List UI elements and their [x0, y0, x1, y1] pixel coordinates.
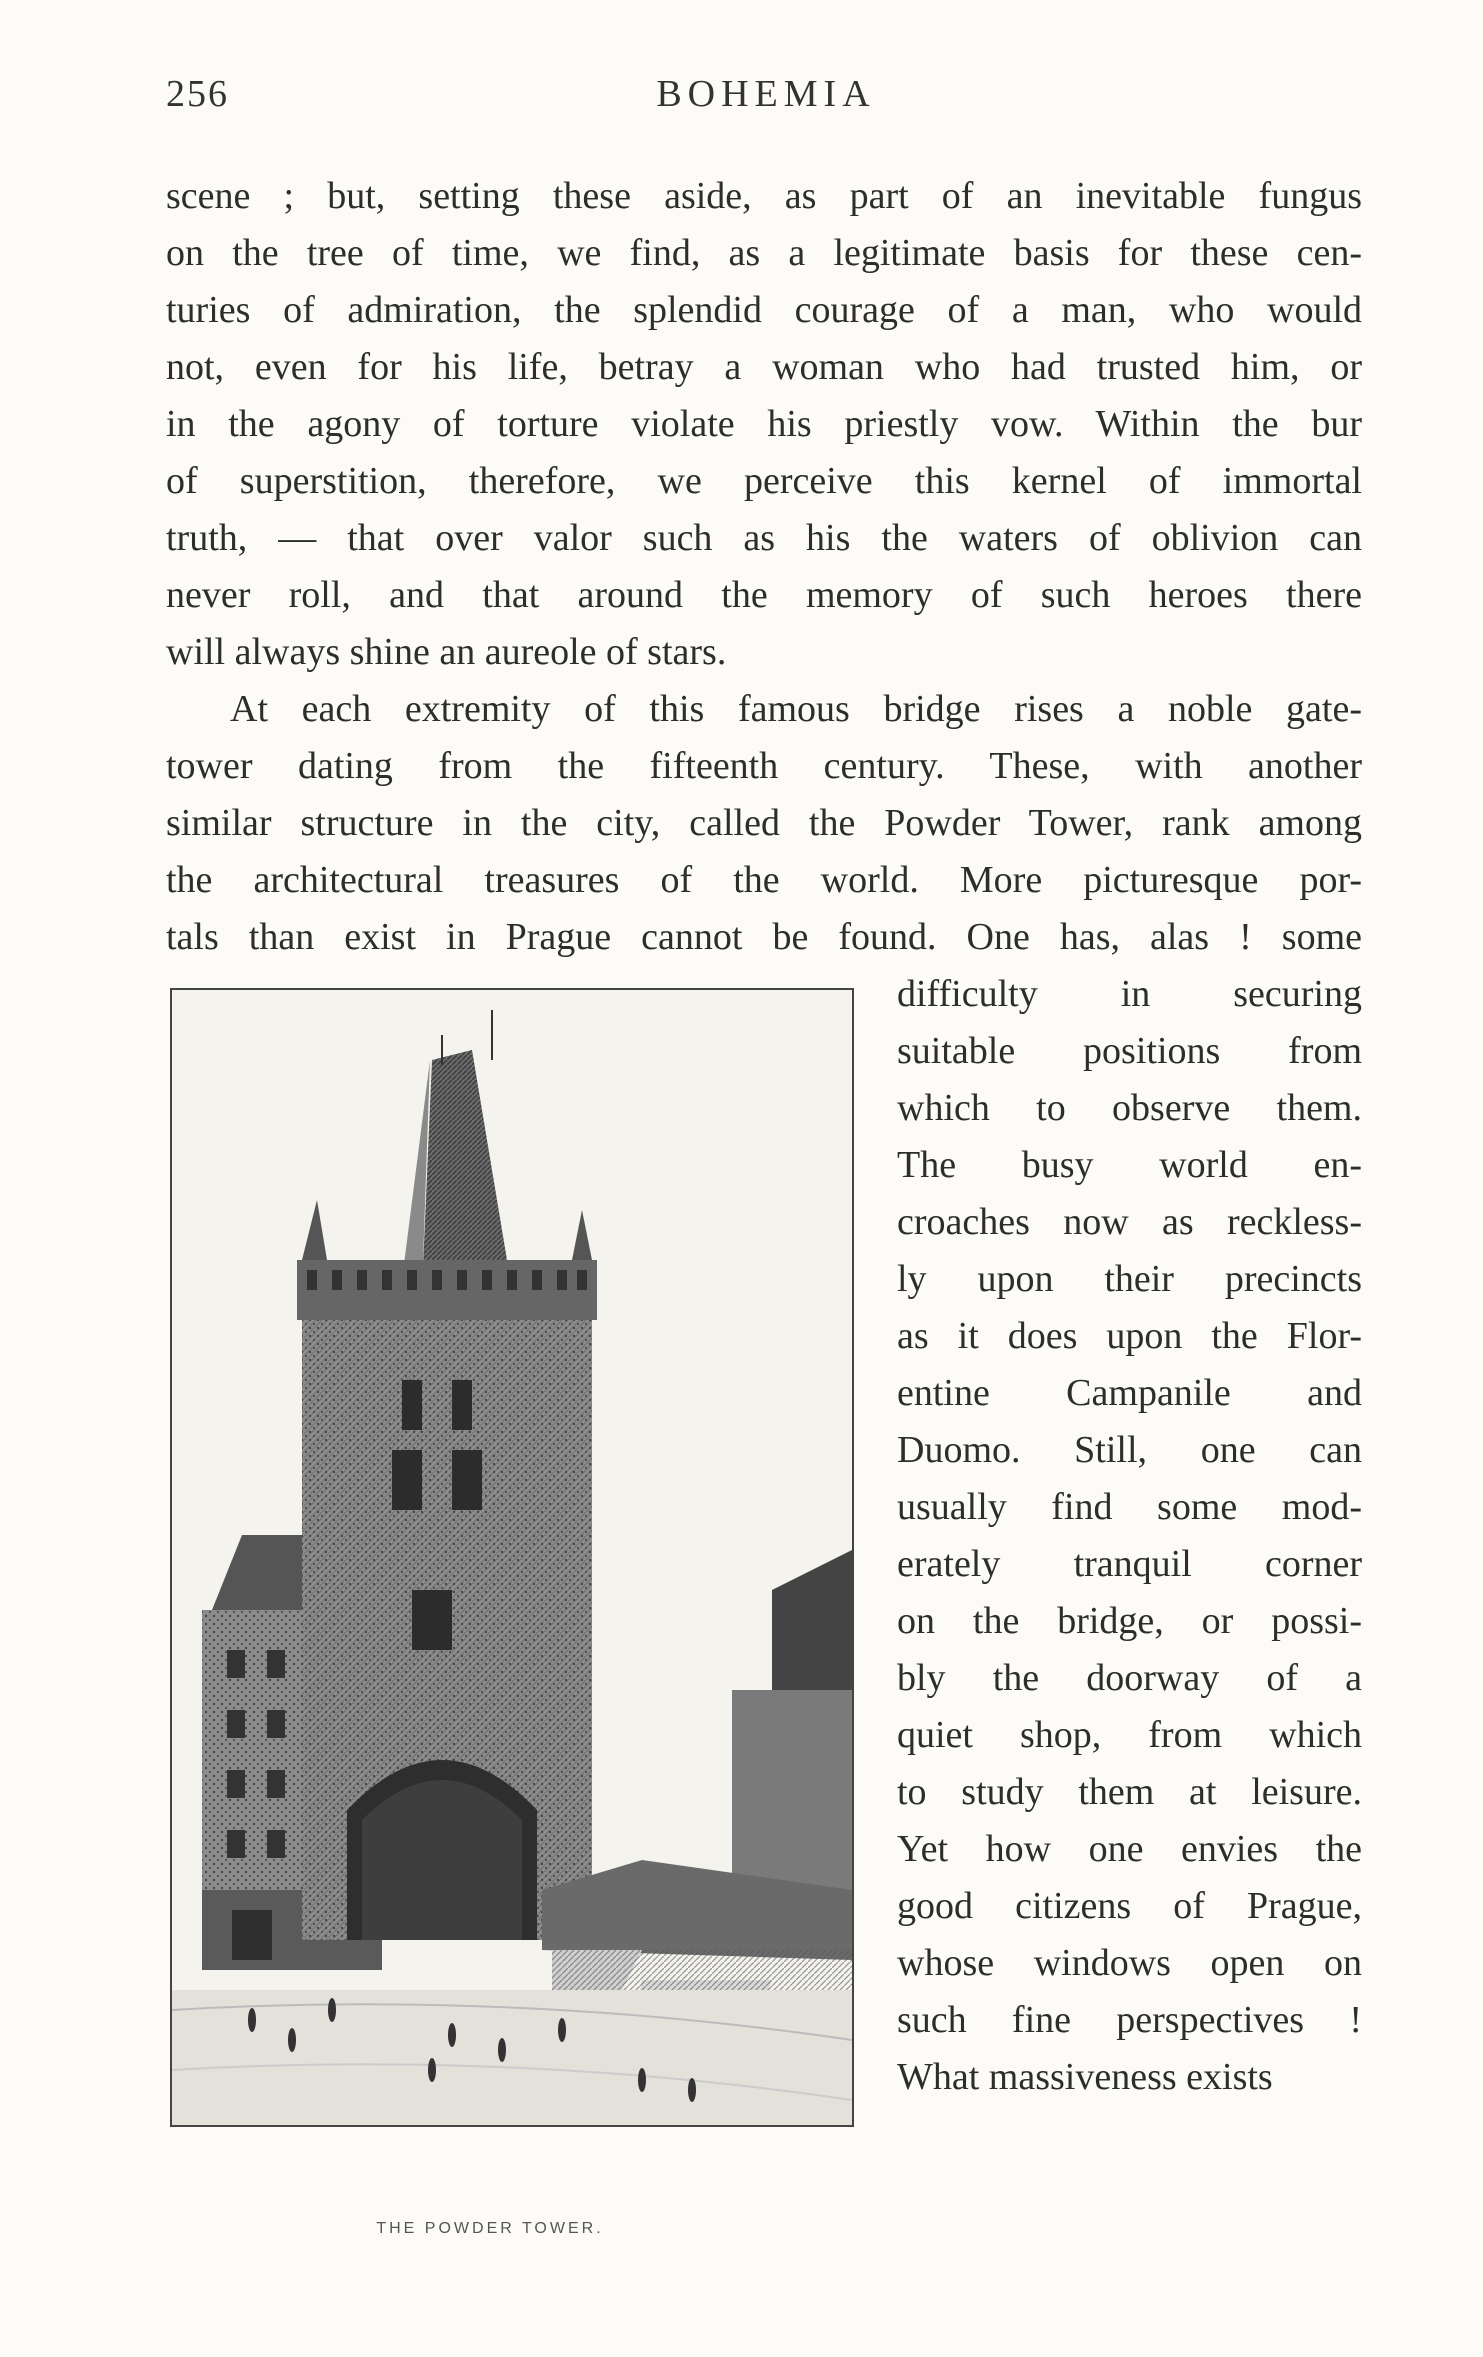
page-header	[166, 72, 1366, 132]
text-line: tals than exist in Prague cannot be found. One has, alas ! some	[166, 916, 1362, 958]
text-line: usually find some mod-	[897, 1486, 1362, 1528]
text-line: Duomo. Still, one can	[897, 1429, 1362, 1471]
text-line: which to observe them.	[897, 1087, 1362, 1129]
text-line: such fine perspectives !	[897, 1999, 1362, 2041]
text-line: will always shine an aureole of stars.	[166, 631, 727, 673]
text-line: entine Campanile and	[897, 1372, 1362, 1414]
text-line: as it does upon the Flor-	[897, 1315, 1362, 1357]
text-line: to study them at leisure.	[897, 1771, 1362, 1813]
text-line: suitable positions from	[897, 1030, 1362, 1072]
text-line: never roll, and that around the memory of such heroes there	[166, 574, 1362, 616]
text-line: turies of admiration, the splendid courage of a man, who would	[166, 289, 1362, 331]
text-line: quiet shop, from which	[897, 1714, 1362, 1756]
text-line: erately tranquil corner	[897, 1543, 1362, 1585]
running-title: BOHEMIA	[656, 73, 876, 115]
powder-tower-illustration	[170, 988, 854, 2127]
text-line: bly the doorway of a	[897, 1657, 1362, 1699]
text-line: the architectural treasures of the world. More picturesque por-	[166, 859, 1362, 901]
figure-caption: THE POWDER TOWER.	[376, 2220, 604, 2237]
text-line: tower dating from the fifteenth century. These, with another	[166, 745, 1362, 787]
text-line: ly upon their precincts	[897, 1258, 1362, 1300]
text-line: on the tree of time, we find, as a legitimate basis for these cen-	[166, 232, 1362, 274]
text-line: whose windows open on	[897, 1942, 1362, 1984]
text-line: scene ; but, setting these aside, as part of an inevitable fungus	[166, 175, 1362, 217]
page-number: 256	[166, 73, 229, 115]
text-line: in the agony of torture violate his priestly vow. Within the bur	[166, 403, 1362, 445]
text-line: At each extremity of this famous bridge rises a noble gate-	[230, 688, 1362, 730]
powder-tower-drawing	[172, 990, 852, 2125]
text-line: croaches now as reckless-	[897, 1201, 1362, 1243]
text-line: What massiveness exists	[897, 2056, 1273, 2098]
text-line: Yet how one envies the	[897, 1828, 1362, 1870]
text-line: of superstition, therefore, we perceive this kernel of immortal	[166, 460, 1362, 502]
text-line: The busy world en-	[897, 1144, 1362, 1186]
text-line: similar structure in the city, called the Powder Tower, rank among	[166, 802, 1362, 844]
text-line: on the bridge, or possi-	[897, 1600, 1362, 1642]
street	[172, 1990, 852, 2125]
text-line: difficulty in securing	[897, 973, 1362, 1015]
text-line: not, even for his life, betray a woman who had trusted him, or	[166, 346, 1362, 388]
text-line: good citizens of Prague,	[897, 1885, 1362, 1927]
text-line: truth, — that over valor such as his the waters of oblivion can	[166, 517, 1362, 559]
